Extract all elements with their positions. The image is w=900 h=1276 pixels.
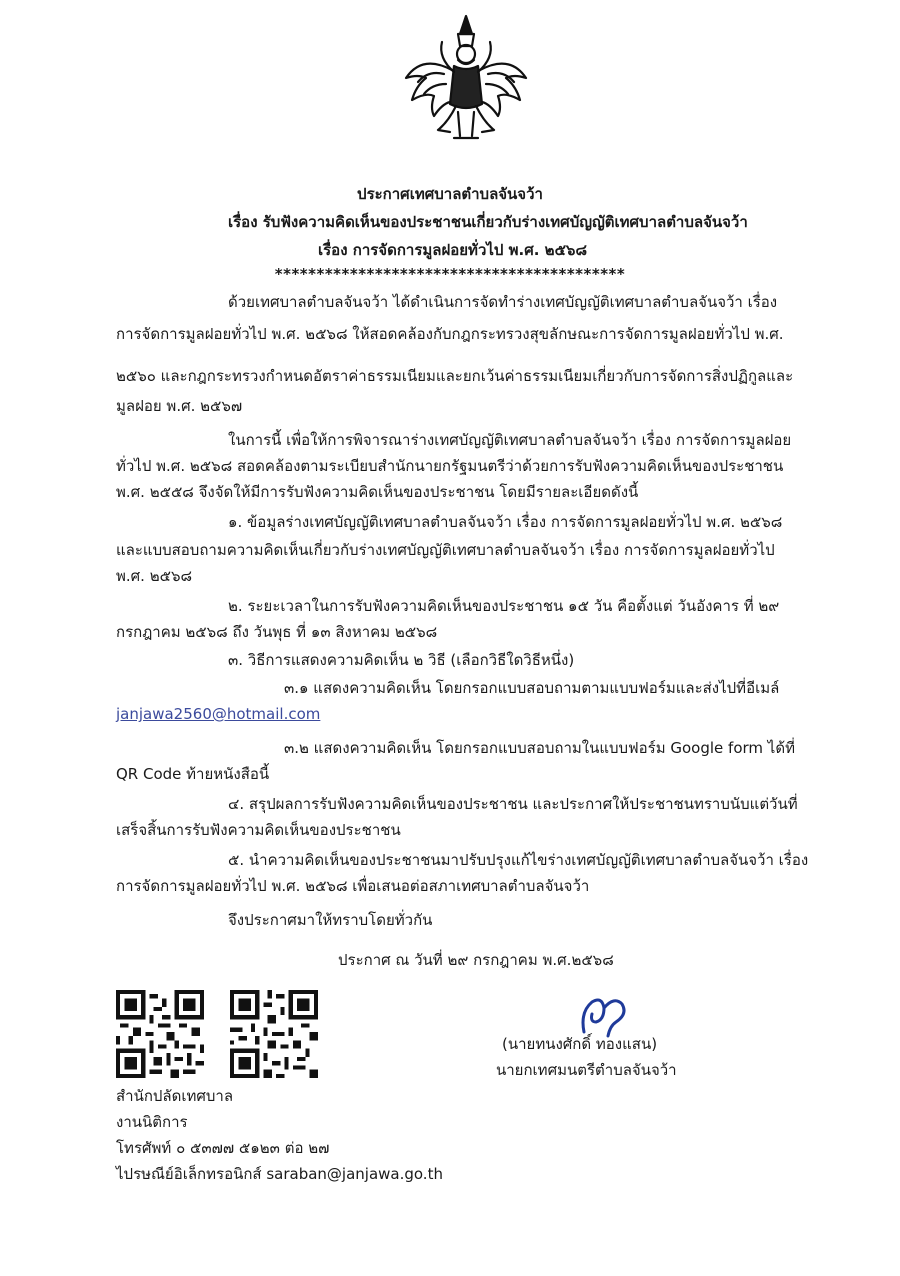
item-1-line-1: ๑. ข้อมูลร่างเทศบัญญัติเทศบาลตำบลจันจว้า เรื่อง การจัดการมูลฝอยทั่วไป พ.ศ. ๒๕๖๘ — [228, 513, 783, 531]
signer-name: (นายทนงศักดิ์ ทองแสน) — [502, 1035, 658, 1053]
contact-office: สำนักปลัดเทศบาล — [116, 1087, 234, 1105]
qr-code-left-icon — [116, 990, 204, 1078]
contact-division: งานนิติการ — [116, 1113, 188, 1131]
contact-phone: โทรศัพท์ ๐ ๕๓๗๗ ๕๑๒๓ ต่อ ๒๗ — [116, 1139, 330, 1157]
item-3-1: ๓.๑ แสดงความคิดเห็น โดยกรอกแบบสอบถามตามแบบฟอร์มและส่งไปที่อีเมล์ — [284, 679, 780, 697]
item-4-line-2: เสร็จสิ้นการรับฟังความคิดเห็นของประชาชน — [116, 821, 401, 839]
announcement-date: ประกาศ ณ วันที่ ๒๙ กรกฎาคม พ.ศ.๒๕๖๘ — [338, 951, 614, 969]
paragraph-2-line-3: พ.ศ. ๒๕๕๘ จึงจัดให้มีการรับฟังความคิดเห็นของประชาชน โดยมีรายละเอียดดังนี้ — [116, 483, 639, 501]
paragraph-1-line-1: ด้วยเทศบาลตำบลจันจว้า ได้ดำเนินการจัดทำร่างเทศบัญญัติเทศบาลตำบลจันจว้า เรื่อง — [228, 293, 778, 311]
item-1-line-3: พ.ศ. ๒๕๖๘ — [116, 567, 193, 585]
item-4-line-1: ๔. สรุปผลการรับฟังความคิดเห็นของประชาชน และประกาศให้ประชาชนทราบนับแต่วันที่ — [228, 795, 798, 813]
item-3-2-line-2: QR Code ท้ายหนังสือนี้ — [116, 765, 270, 783]
email-link[interactable]: janjawa2560@hotmail.com — [116, 705, 321, 723]
item-2-line-2: กรกฎาคม ๒๕๖๘ ถึง วันพุธ ที่ ๑๓ สิงหาคม ๒๕๖๘ — [116, 623, 438, 641]
item-5-line-1: ๕. นำความคิดเห็นของประชาชนมาปรับปรุงแก้ไขร่างเทศบัญญัติเทศบาลตำบลจันจว้า เรื่อง — [228, 851, 809, 869]
header-divider: ****************************************** — [274, 265, 626, 283]
contact-email: ไปรษณีย์อิเล็กทรอนิกส์ saraban@janjawa.go.th — [116, 1165, 443, 1183]
subject-line-1: เรื่อง รับฟังความคิดเห็นของประชาชนเกี่ยวกับร่างเทศบัญญัติเทศบาลตำบลจันจว้า — [228, 213, 748, 231]
paragraph-1-line-3: ๒๕๖๐ และกฎกระทรวงกำหนดอัตราค่าธรรมเนียมและยกเว้นค่าธรรมเนียมเกี่ยวกับการจัดการสิ่งปฏิกูลและ — [116, 367, 794, 385]
garuda-emblem-icon — [398, 12, 534, 148]
item-5-line-2: การจัดการมูลฝอยทั่วไป พ.ศ. ๒๕๖๘ เพื่อเสนอต่อสภาเทศบาลตำบลจันจว้า — [116, 877, 590, 895]
qr-code-right-icon — [230, 990, 318, 1078]
paragraph-2-line-2: ทั่วไป พ.ศ. ๒๕๖๘ สอดคล้องตามระเบียบสำนักนายกรัฐมนตรีว่าด้วยการรับฟังความคิดเห็นของประชาชน — [116, 457, 784, 475]
item-1-line-2: และแบบสอบถามความคิดเห็นเกี่ยวกับร่างเทศบัญญัติเทศบาลตำบลจันจว้า เรื่อง การจัดการมูลฝอยทั่วไป — [116, 541, 775, 559]
item-3: ๓. วิธีการแสดงความคิดเห็น ๒ วิธี (เลือกวิธีใดวิธีหนึ่ง) — [228, 651, 575, 669]
item-3-2-line-1: ๓.๒ แสดงความคิดเห็น โดยกรอกแบบสอบถามในแบบฟอร์ม Google form ได้ที่ — [284, 739, 795, 757]
signature-mark — [570, 992, 640, 1040]
closing-text: จึงประกาศมาให้ทราบโดยทั่วกัน — [228, 911, 433, 929]
paragraph-1-line-2: การจัดการมูลฝอยทั่วไป พ.ศ. ๒๕๖๘ ให้สอดคล้องกับกฎกระทรวงสุขลักษณะการจัดการมูลฝอยทั่วไป พ.ศ. — [116, 325, 784, 343]
paragraph-1-line-4: มูลฝอย พ.ศ. ๒๕๖๗ — [116, 397, 243, 415]
paragraph-2-line-1: ในการนี้ เพื่อให้การพิจารณาร่างเทศบัญญัติเทศบาลตำบลจันจว้า เรื่อง การจัดการมูลฝอย — [228, 431, 792, 449]
item-2-line-1: ๒. ระยะเวลาในการรับฟังความคิดเห็นของประชาชน ๑๕ วัน คือตั้งแต่ วันอังคาร ที่ ๒๙ — [228, 597, 780, 615]
signer-position: นายกเทศมนตรีตำบลจันจว้า — [496, 1061, 677, 1079]
announcement-title: ประกาศเทศบาลตำบลจันจว้า — [357, 185, 543, 203]
subject-line-2: เรื่อง การจัดการมูลฝอยทั่วไป พ.ศ. ๒๕๖๘ — [318, 241, 588, 259]
